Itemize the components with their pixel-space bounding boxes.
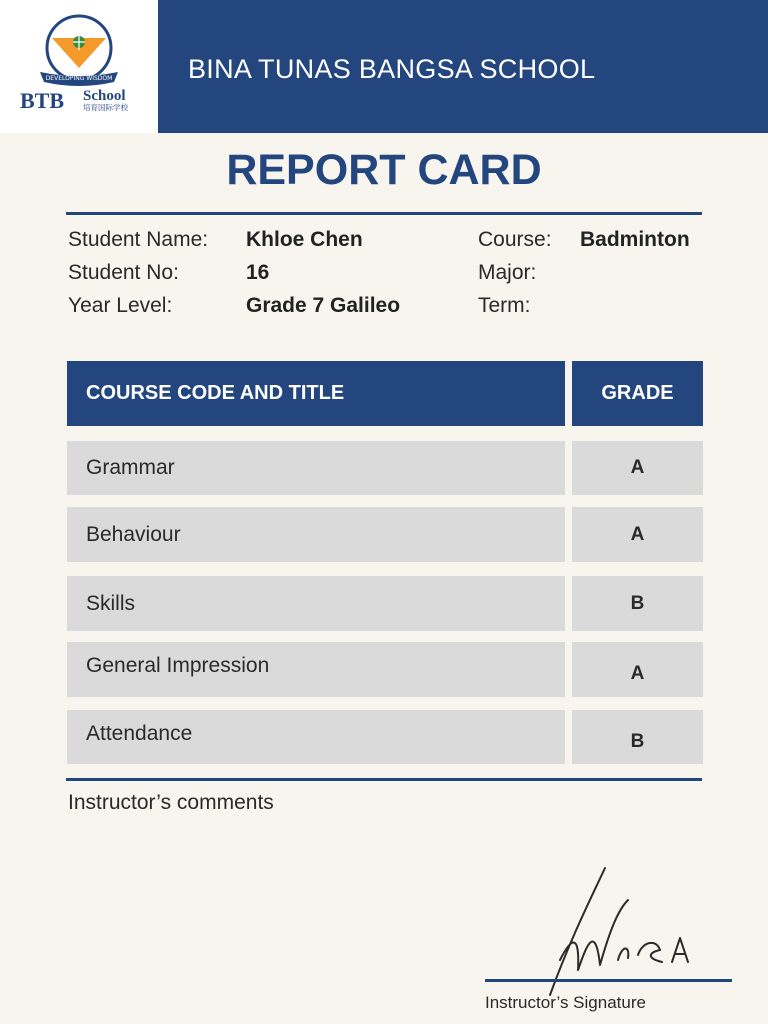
page-title: REPORT CARD — [226, 146, 542, 194]
student-number-label: Student No: — [68, 261, 179, 284]
student-name-label: Student Name: — [68, 228, 209, 251]
table-row-grade: B — [572, 710, 703, 764]
header-banner — [0, 0, 768, 133]
school-crest-icon — [0, 0, 158, 133]
term-label: Term: — [478, 294, 531, 317]
school-logo — [0, 0, 158, 133]
table-row-grade: A — [572, 642, 703, 697]
signature-line — [485, 979, 732, 982]
logo-banner-text: DEVELOPING WISDOM — [45, 75, 113, 82]
student-number-value: 16 — [246, 261, 270, 284]
year-level-value: Grade 7 Galileo — [246, 294, 401, 317]
table-row-grade: A — [572, 507, 703, 562]
table-header-course: COURSE CODE AND TITLE — [67, 361, 565, 426]
top-divider — [66, 212, 702, 215]
table-row-course: General Impression — [67, 642, 565, 697]
logo-brand-text: BTB — [20, 88, 65, 113]
year-level-label: Year Level: — [68, 294, 173, 317]
table-row-course: Behaviour — [67, 507, 565, 562]
logo-chinese-text: 培育国际学校 — [83, 103, 128, 112]
course-label: Course: — [478, 228, 552, 251]
table-row-course: Attendance — [67, 710, 565, 764]
school-name: BINA TUNAS BANGSA SCHOOL — [188, 54, 596, 84]
logo-brand-suffix: School — [83, 88, 126, 104]
course-value: Badminton — [580, 228, 690, 251]
table-header-grade: GRADE — [572, 361, 703, 426]
table-row-course: Grammar — [67, 441, 565, 495]
bottom-divider — [66, 778, 702, 781]
signature-label: Instructor’s Signature — [485, 993, 646, 1012]
table-row-grade: B — [572, 576, 703, 631]
major-label: Major: — [478, 261, 537, 284]
instructor-comments-label: Instructor’s comments — [68, 791, 274, 814]
student-name-value: Khloe Chen — [246, 228, 363, 251]
table-row-course: Skills — [67, 576, 565, 631]
table-row-grade: A — [572, 441, 703, 495]
